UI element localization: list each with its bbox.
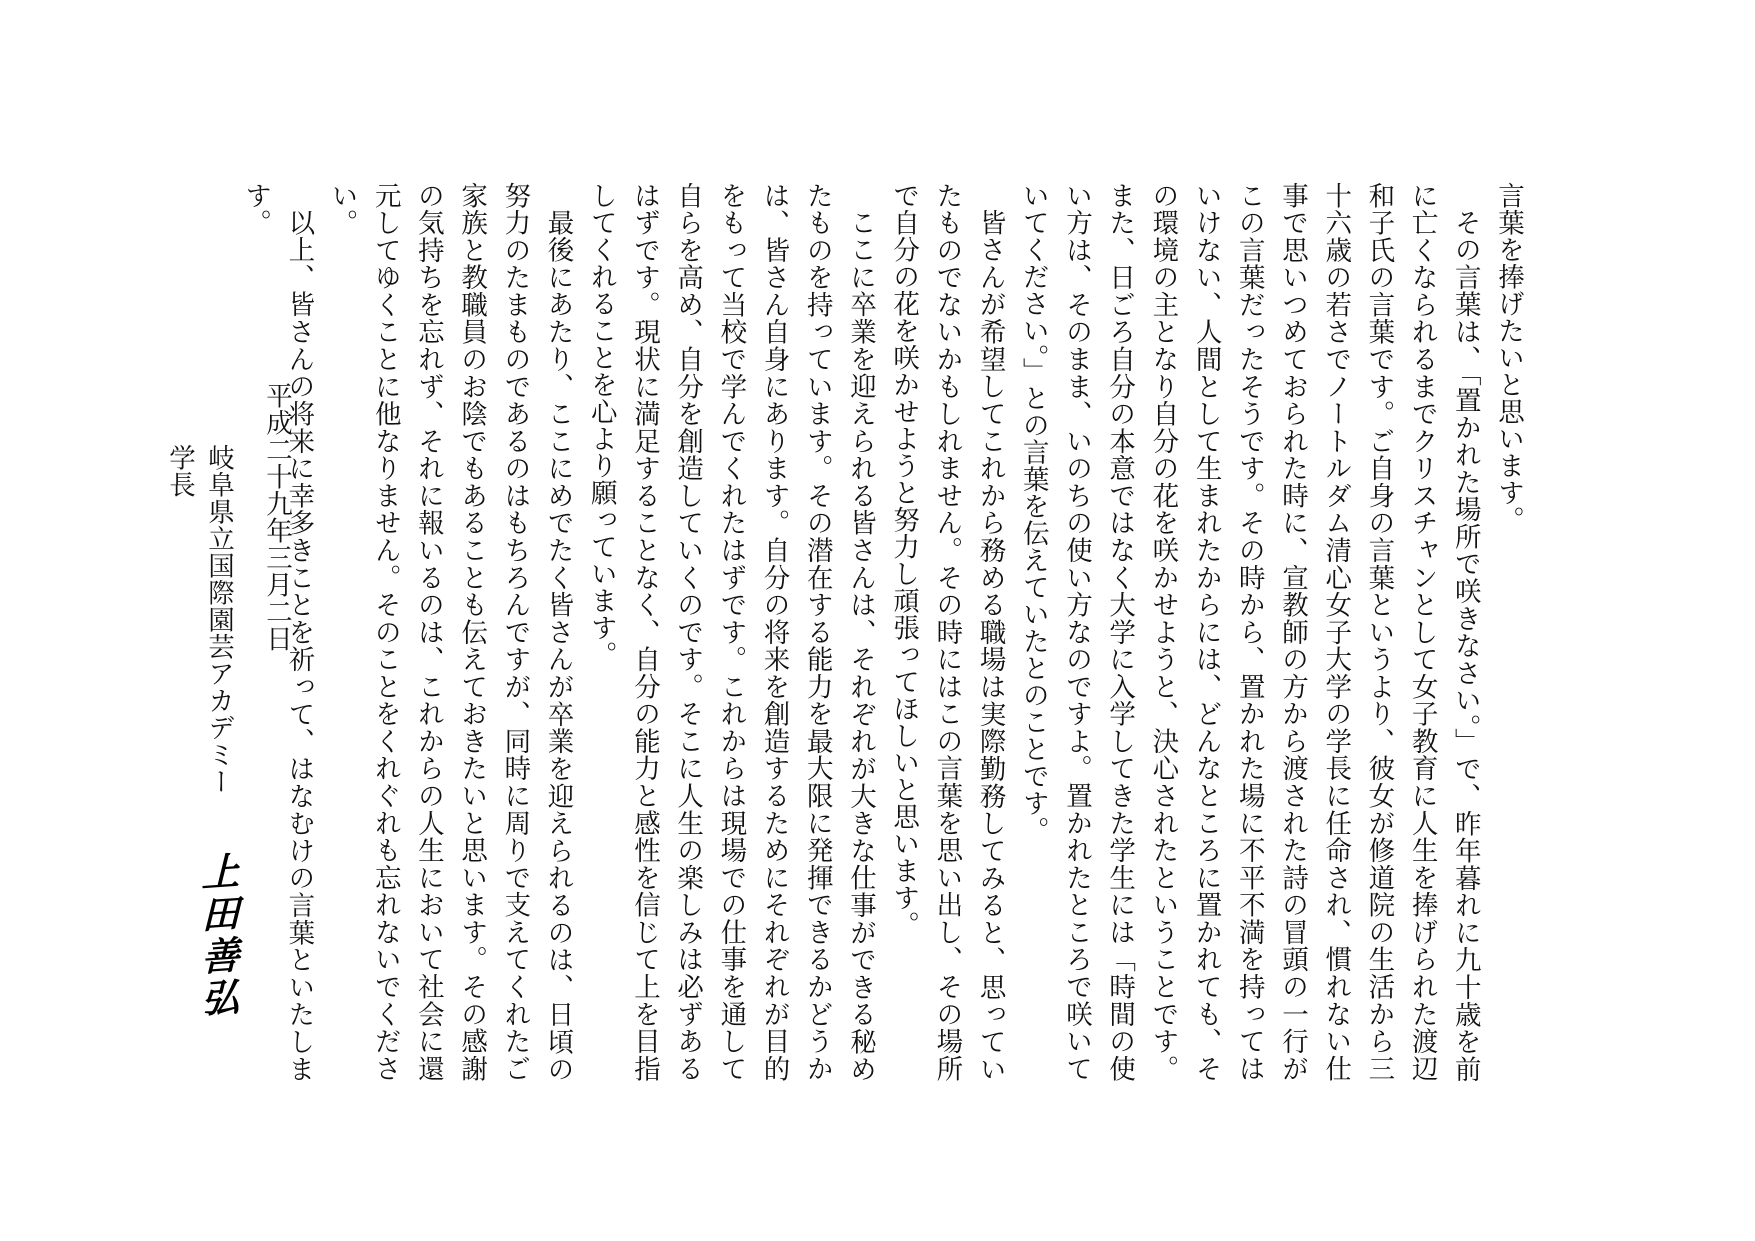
paragraph-closing: 以上、皆さんの将来に幸多きことを祈って、はなむけの言葉といたします。: [240, 182, 315, 1082]
position-label: 学長: [164, 444, 195, 498]
handwritten-signature: 上田善弘: [195, 850, 240, 1022]
paragraph-workplace: 皆さんが希望してこれから務める職場は実際勤務してみると、思っていたものでないかもしれません。その時にはこの言葉を思い出し、その場所で自分の花を咲かせようと努力し頑張ってほしいと思います。: [888, 182, 1006, 1083]
paragraph-quote: その言葉は、「置かれた場所で咲きなさい。」で、昨年暮れに九十歳を前に亡くなられるまでクリスチャンとして女子教育に人生を捧げられた渡辺和子氏の言葉です。ご自身の言葉というより、彼女が修道院の生活から三十六歳の若さでノートルダム清心女子大学の学長に任命され、慣れない仕事で思いつめておられた時に、宣教師の方から渡された詩の冒頭の一行がこの言葉だったそうです。その時から、置かれた場に不平不満を持ってはいけない、人間として生まれたからには、どんなところに置かれても、その環境の主となり自分の花を咲かせようと、決心されたということです。また、日ごろ自分の本意ではなく大学に入学してきた学生には「時間の使い方は、そのまま、いのちの使い方なのですよ。置かれたところで咲いていてください。」との言葉を伝えていたとのことです。: [1017, 182, 1481, 1082]
organization-name: 岐阜県立国際園芸アカデミー: [203, 444, 234, 795]
paragraph-intro: 言葉を捧げたいと思います。: [1493, 182, 1524, 533]
organization-line: [164, 444, 238, 824]
closing-date: 平成二十九年三月二日: [261, 382, 292, 652]
paragraph-graduates: ここに卒業を迎えられる皆さんは、それぞれが大きな仕事ができる秘めたものを持っています。その潜在する能力を最大限に発揮できるかどうかは、皆さん自身にあります。自分の将来を創造するためにそれぞれが目的をもって当校で学んでくれたはずです。これからは現場での仕事を通して自らを高め、自分を創造していくのです。そこに人生の楽しみは必ずあるはずです。現状に満足することなく、自分の能力と感性を信じて上を目指してくれることを心より願っています。: [585, 182, 876, 1082]
paragraph-gratitude: 最後にあたり、ここにめでたく皆さんが卒業を迎えられるのは、日頃の努力のたまものであるのはもちろんですが、同時に周りで支えてくれたご家族と教職員のお陰でもあることも伝えておきたいと思います。その感謝の気持ちを忘れず、それに報いるのは、これからの人生において社会に還元してゆくことに他なりません。そのことをくれぐれも忘れないでください。: [326, 182, 574, 1082]
